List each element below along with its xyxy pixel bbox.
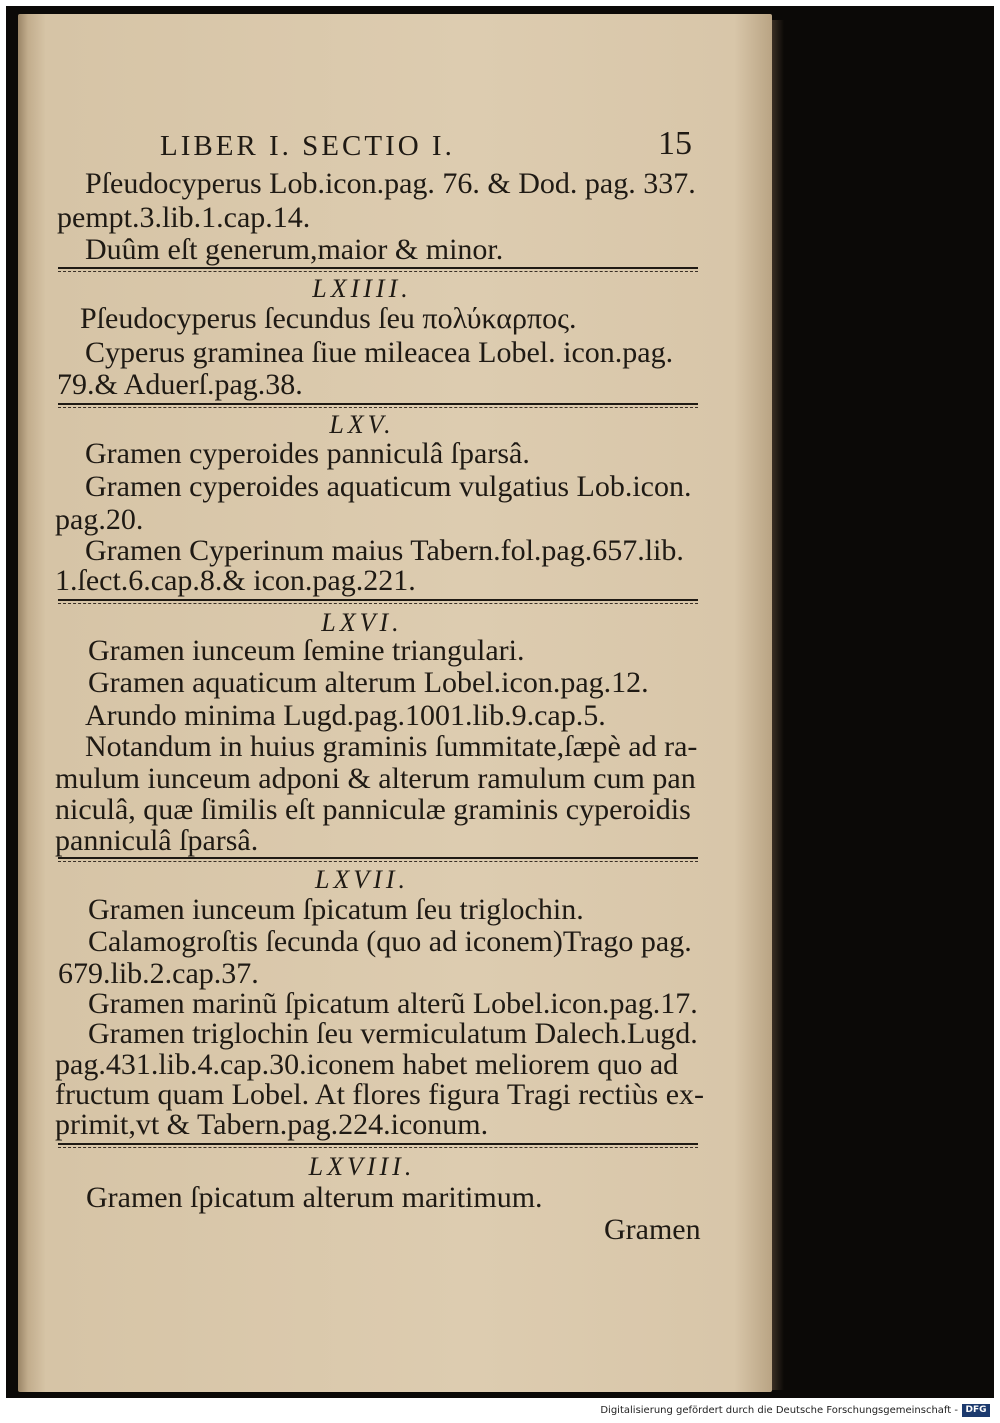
text-line: pag.431.lib.4.cap.30.iconem habet meliorem quo ad — [55, 1048, 679, 1081]
section-divider — [58, 267, 698, 272]
text-line: Cyperus graminea ſiue mileacea Lobel. icon.pag. — [85, 336, 674, 369]
section-number: LXV. — [329, 410, 395, 439]
text-line: mulum iunceum adponi & alterum ramulum cum pan — [55, 762, 696, 795]
text-line: Notandum in huius graminis ſummitate,ſæpè ad ra- — [85, 730, 698, 763]
text-line: Gramen cyperoides panniculâ ſparsâ. — [85, 437, 530, 470]
section-divider — [58, 1143, 698, 1148]
footer-credit: Digitalisierung gefördert durch die Deutsche Forschungsgemeinschaft - — [600, 1405, 958, 1416]
section-divider — [58, 403, 698, 408]
section-number: LXVII. — [314, 865, 410, 894]
text-line: Gramen marinũ ſpicatum alterũ Lobel.icon.pag.17. — [88, 987, 698, 1020]
text-line: primit,vt & Tabern.pag.224.iconum. — [55, 1108, 489, 1141]
text-line: 79.& Aduerſ.pag.38. — [57, 368, 303, 401]
text-line: Gramen triglochin ſeu vermiculatum Dalech.Lugd. — [88, 1017, 698, 1050]
page-edge-shadow — [772, 20, 784, 1390]
text-line: Pſeudocyperus ſecundus ſeu πολύκαρπος. — [80, 302, 577, 335]
text-line: 1.ſect.6.cap.8.& icon.pag.221. — [55, 564, 416, 597]
catchword: Gramen — [604, 1213, 701, 1246]
text-line: Gramen iunceum ſpicatum ſeu triglochin. — [88, 893, 584, 926]
text-line: Duûm eſt generum,maior & minor. — [85, 233, 504, 266]
text-line: Calamogroſtis ſecunda (quo ad iconem)Trago pag. — [88, 925, 692, 958]
running-title: LIBER I. SECTIO I. — [160, 130, 455, 162]
text-line: niculâ, quæ ſimilis eſt panniculæ graminis cyperoidis — [55, 793, 691, 826]
text-line: Gramen Cyperinum maius Tabern.fol.pag.657.lib. — [85, 534, 684, 567]
text-line: fructum quam Lobel. At flores figura Tragi rectiùs ex- — [55, 1078, 705, 1111]
section-number: LXVI. — [321, 608, 403, 637]
text-line: Pſeudocyperus Lob.icon.pag. 76. & Dod. pag. 337. — [85, 167, 696, 200]
dfg-logo: DFG — [962, 1404, 990, 1417]
section-divider — [58, 857, 698, 862]
text-line: pag.20. — [55, 503, 144, 536]
section-number: LXVIII. — [308, 1152, 416, 1181]
text-line: Arundo minima Lugd.pag.1001.lib.9.cap.5. — [85, 699, 606, 732]
text-line: pempt.3.lib.1.cap.14. — [57, 201, 311, 234]
text-line: Gramen iunceum ſemine triangulari. — [88, 634, 525, 667]
text-line: 679.lib.2.cap.37. — [58, 957, 259, 990]
section-number: LXIIII. — [312, 274, 412, 303]
text-line: Gramen cyperoides aquaticum vulgatius Lob.icon. — [85, 470, 692, 503]
text-line: Gramen ſpicatum alterum maritimum. — [86, 1181, 543, 1214]
section-divider — [58, 599, 698, 604]
text-line: Gramen aquaticum alterum Lobel.icon.pag.12. — [88, 666, 649, 699]
text-line: panniculâ ſparsâ. — [55, 824, 259, 857]
page-number: 15 — [658, 125, 692, 162]
